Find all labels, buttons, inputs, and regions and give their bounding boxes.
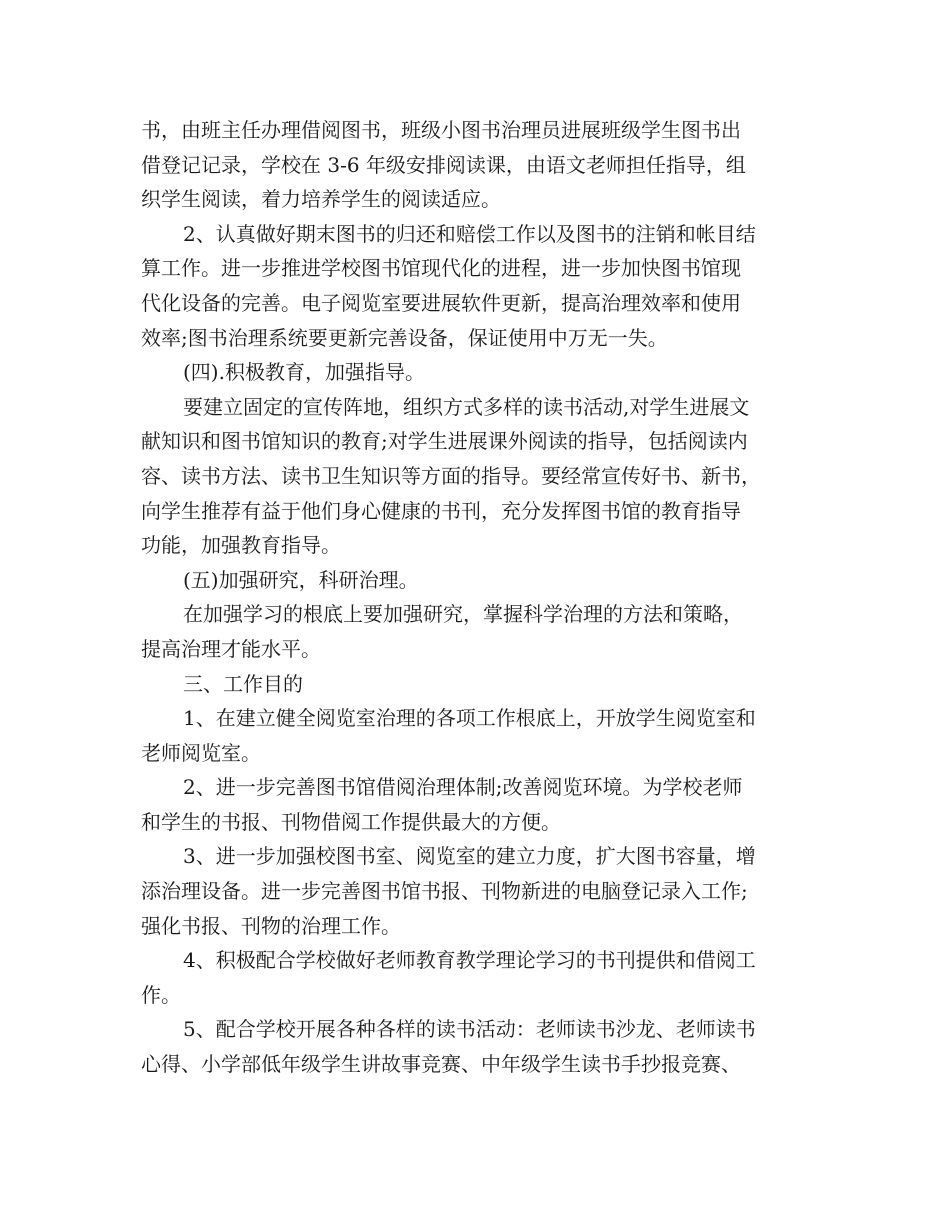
- section-heading: (五)加强研究，科研治理。: [183, 567, 419, 592]
- text-line: 借登记记录，学校在 3-6 年级安排阅读课，由语文老师担任指导，组: [141, 152, 746, 177]
- text-line: 4、积极配合学校做好老师教育教学理论学习的书刊提供和借阅工: [183, 948, 756, 973]
- text-line: 功能，加强教育指导。: [141, 533, 341, 558]
- text-line: 作。: [141, 982, 181, 1007]
- text-line: 和学生的书报、刊物借阅工作提供最大的方便。: [141, 809, 561, 834]
- text-line: 2、认真做好期末图书的归还和赔偿工作以及图书的注销和帐目结: [183, 221, 756, 246]
- text-line: 献知识和图书馆知识的教育;对学生进展课外阅读的指导，包括阅读内: [141, 429, 748, 454]
- section-heading: (四).积极教育，加强指导。: [183, 360, 425, 385]
- text-line: 书，由班主任办理借阅图书，班级小图书治理员进展班级学生图书出: [141, 118, 741, 142]
- text-line: 2、进一步完善图书馆借阅治理体制;改善阅览环境。为学校老师: [183, 775, 743, 800]
- text-line: 心得、小学部低年级学生讲故事竞赛、中年级学生读书手抄报竞赛、: [141, 1052, 741, 1077]
- section-heading: 三、工作目的: [183, 671, 303, 696]
- text-line: 老师阅览室。: [141, 740, 261, 765]
- text-line: 容、读书方法、读书卫生知识等方面的指导。要经常宣传好书、新书，: [141, 463, 761, 488]
- text-line: 要建立固定的宣传阵地，组织方式多样的读书活动,对学生进展文: [183, 394, 750, 419]
- text-line: 算工作。进一步推进学校图书馆现代化的进程，进一步加快图书馆现: [141, 256, 741, 281]
- text-line: 向学生推荐有益于他们身心健康的书刊，充分发挥图书馆的教育指导: [141, 498, 741, 523]
- text-line: 效率;图书治理系统要更新完善设备，保证使用中万无一失。: [141, 325, 668, 350]
- text-line: 添治理设备。进一步完善图书馆书报、刊物新进的电脑登记录入工作;: [141, 879, 748, 904]
- text-line: 强化书报、刊物的治理工作。: [141, 913, 401, 938]
- text-line: 3、进一步加强校图书室、阅览室的建立力度，扩大图书容量，增: [183, 844, 756, 869]
- text-line: 提高治理才能水平。: [141, 636, 321, 661]
- text-line: 在加强学习的根底上要加强研究，掌握科学治理的方法和策略，: [183, 602, 743, 627]
- text-line: 织学生阅读，着力培养学生的阅读适应。: [141, 187, 501, 212]
- text-line: 1、在建立健全阅览室治理的各项工作根底上，开放学生阅览室和: [183, 706, 756, 731]
- document-body: [141, 113, 813, 1082]
- text-line: 代化设备的完善。电子阅览室要进展软件更新，提高治理效率和使用: [141, 290, 741, 315]
- text-line: 5、配合学校开展各种各样的读书活动：老师读书沙龙、老师读书: [183, 1017, 756, 1042]
